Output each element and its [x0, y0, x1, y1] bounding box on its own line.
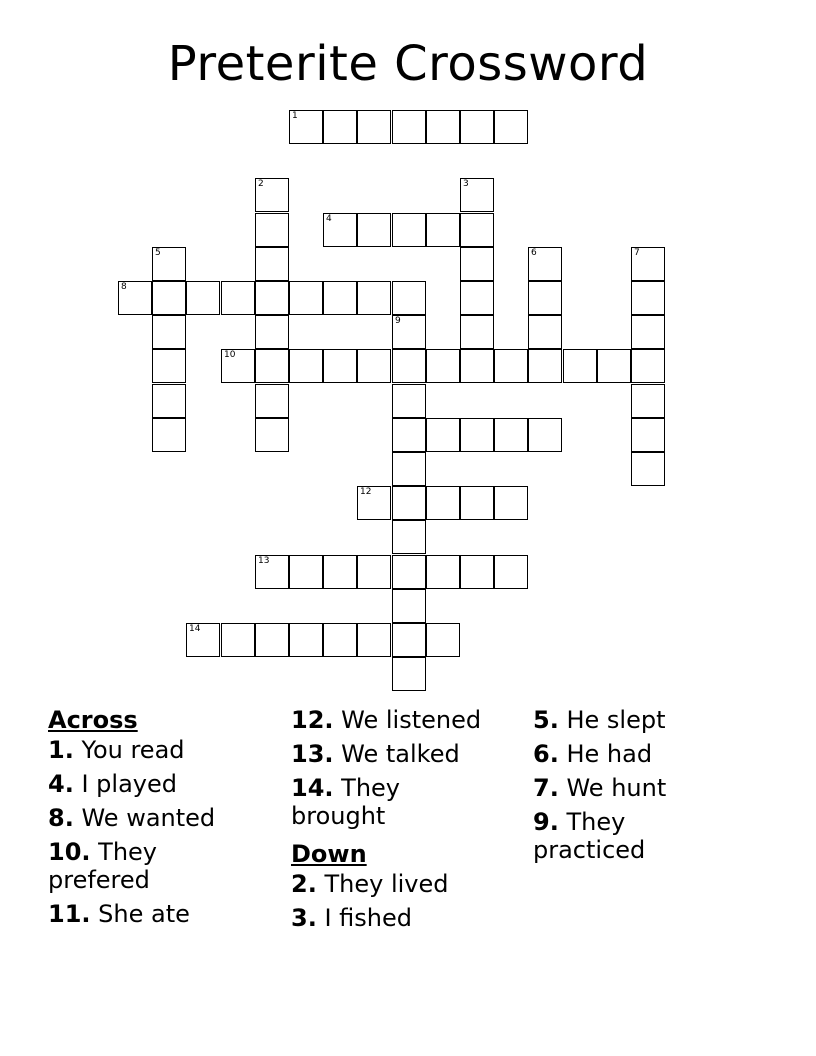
grid-cell[interactable]	[289, 110, 323, 144]
grid-cell[interactable]	[323, 623, 357, 657]
grid-cell[interactable]	[494, 110, 528, 144]
grid-cell[interactable]	[494, 349, 528, 383]
clue-down-9	[533, 808, 673, 864]
grid-cell[interactable]	[221, 349, 255, 383]
grid-cell[interactable]	[392, 589, 426, 623]
across-heading: Across	[48, 706, 138, 734]
cell-number: 7	[634, 248, 640, 258]
grid-cell[interactable]	[460, 349, 494, 383]
clue-number: 6.	[533, 740, 559, 768]
grid-cell[interactable]	[255, 315, 289, 349]
grid-cell[interactable]	[357, 110, 391, 144]
clue-text: They lived	[324, 870, 449, 898]
grid-cell[interactable]	[631, 247, 665, 281]
grid-cell[interactable]	[494, 555, 528, 589]
grid-cell[interactable]	[494, 486, 528, 520]
cell-number: 2	[258, 179, 264, 189]
grid-cell[interactable]	[597, 349, 631, 383]
clue-number: 14.	[291, 774, 334, 802]
grid-cell[interactable]	[152, 418, 186, 452]
clue-number: 5.	[533, 706, 559, 734]
clue-number: 10.	[48, 838, 91, 866]
grid-cell[interactable]	[426, 110, 460, 144]
grid-cell[interactable]	[152, 384, 186, 418]
clue-text: They practiced	[533, 808, 646, 864]
grid-cell[interactable]	[426, 555, 460, 589]
grid-cell[interactable]	[392, 452, 426, 486]
clue-text: We hunt	[566, 774, 667, 802]
clue-text: I played	[81, 770, 177, 798]
grid-cell[interactable]	[460, 281, 494, 315]
grid-cell[interactable]	[460, 486, 494, 520]
clue-column-3	[533, 702, 733, 870]
grid-cell[interactable]	[323, 213, 357, 247]
grid-cell[interactable]	[255, 418, 289, 452]
clue-number: 11.	[48, 900, 91, 928]
grid-cell[interactable]	[323, 555, 357, 589]
grid-cell[interactable]	[221, 281, 255, 315]
grid-cell[interactable]	[357, 281, 391, 315]
grid-cell[interactable]	[528, 247, 562, 281]
clue-across-14	[291, 774, 431, 830]
grid-cell[interactable]	[563, 349, 597, 383]
grid-cell[interactable]	[357, 623, 391, 657]
grid-cell[interactable]	[221, 623, 255, 657]
grid-cell[interactable]	[255, 555, 289, 589]
grid-cell[interactable]	[152, 315, 186, 349]
clue-down-6	[533, 740, 733, 768]
clue-text: She ate	[98, 900, 190, 928]
clue-number: 4.	[48, 770, 74, 798]
grid-cell[interactable]	[255, 247, 289, 281]
clue-across-11	[48, 900, 248, 928]
clue-across-12	[291, 702, 491, 734]
clue-number: 3.	[291, 904, 317, 932]
grid-cell[interactable]	[392, 555, 426, 589]
cell-number: 8	[121, 282, 127, 292]
grid-cell[interactable]	[426, 623, 460, 657]
grid-cell[interactable]	[426, 213, 460, 247]
grid-cell[interactable]	[631, 349, 665, 383]
grid-cell[interactable]	[289, 281, 323, 315]
cell-number: 14	[189, 624, 201, 634]
grid-cell[interactable]	[392, 657, 426, 691]
grid-cell[interactable]	[460, 247, 494, 281]
grid-cell[interactable]	[631, 315, 665, 349]
grid-cell[interactable]	[289, 349, 323, 383]
grid-cell[interactable]	[118, 281, 152, 315]
clue-column-2	[291, 702, 491, 938]
grid-cell[interactable]	[528, 315, 562, 349]
grid-cell[interactable]	[460, 555, 494, 589]
grid-cell[interactable]	[528, 281, 562, 315]
clue-across-13	[291, 740, 491, 768]
clue-down-5	[533, 702, 733, 734]
clue-number: 7.	[533, 774, 559, 802]
grid-cell[interactable]	[528, 418, 562, 452]
grid-cell[interactable]	[494, 418, 528, 452]
grid-cell[interactable]	[392, 349, 426, 383]
clue-number: 2.	[291, 870, 317, 898]
clue-text: We talked	[341, 740, 460, 768]
grid-cell[interactable]	[186, 281, 220, 315]
grid-cell[interactable]	[392, 384, 426, 418]
grid-cell[interactable]	[152, 349, 186, 383]
grid-cell[interactable]	[323, 349, 357, 383]
clue-across-4	[48, 770, 248, 798]
clue-text: He had	[566, 740, 653, 768]
grid-cell[interactable]	[460, 315, 494, 349]
clue-down-2	[291, 870, 491, 898]
grid-cell[interactable]	[392, 110, 426, 144]
clue-across-10	[48, 838, 188, 894]
grid-cell[interactable]	[426, 349, 460, 383]
clue-down-7	[533, 774, 733, 802]
cell-number: 5	[155, 248, 161, 258]
grid-cell[interactable]	[289, 555, 323, 589]
grid-cell[interactable]	[357, 555, 391, 589]
grid-cell[interactable]	[289, 623, 323, 657]
clue-number: 1.	[48, 736, 74, 764]
grid-cell[interactable]	[255, 384, 289, 418]
grid-cell[interactable]	[357, 486, 391, 520]
cell-number: 12	[360, 487, 372, 497]
grid-cell[interactable]	[255, 213, 289, 247]
clue-text: You read	[81, 736, 185, 764]
cell-number: 9	[395, 316, 401, 326]
cell-number: 1	[292, 111, 298, 121]
grid-cell[interactable]	[631, 281, 665, 315]
cell-number: 13	[258, 556, 270, 566]
clue-number: 9.	[533, 808, 559, 836]
clue-text: They brought	[291, 774, 400, 830]
grid-cell[interactable]	[323, 110, 357, 144]
clue-text: I fished	[324, 904, 413, 932]
grid-cell[interactable]	[631, 452, 665, 486]
grid-cell[interactable]	[460, 213, 494, 247]
grid-cell[interactable]	[255, 623, 289, 657]
clue-text: They prefered	[48, 838, 157, 894]
clue-text: We wanted	[81, 804, 216, 832]
grid-cell[interactable]	[426, 418, 460, 452]
grid-cell[interactable]	[357, 349, 391, 383]
grid-cell[interactable]	[255, 178, 289, 212]
cell-number: 3	[463, 179, 469, 189]
grid-cell[interactable]	[323, 281, 357, 315]
clue-across-8	[48, 804, 248, 832]
clue-number: 13.	[291, 740, 334, 768]
clue-text: He slept	[566, 706, 666, 734]
grid-cell[interactable]	[392, 315, 426, 349]
grid-cell[interactable]	[152, 247, 186, 281]
grid-cell[interactable]	[392, 486, 426, 520]
clue-across-1	[48, 736, 248, 764]
cell-number: 10	[224, 350, 236, 360]
clue-number: 12.	[291, 706, 334, 734]
clue-down-3	[291, 904, 491, 932]
grid-cell[interactable]	[631, 384, 665, 418]
grid-cell[interactable]	[426, 486, 460, 520]
clue-column-1	[48, 702, 248, 934]
grid-cell[interactable]	[392, 281, 426, 315]
cell-number: 6	[531, 248, 537, 258]
grid-cell[interactable]	[392, 520, 426, 554]
clue-number: 8.	[48, 804, 74, 832]
grid-cell[interactable]	[152, 281, 186, 315]
grid-cell[interactable]	[392, 418, 426, 452]
clue-text: We listened	[341, 706, 482, 734]
grid-cell[interactable]	[528, 349, 562, 383]
cell-number: 4	[326, 214, 332, 224]
grid-cell[interactable]	[392, 213, 426, 247]
grid-cell[interactable]	[255, 349, 289, 383]
grid-cell[interactable]	[631, 418, 665, 452]
grid-cell[interactable]	[186, 623, 220, 657]
grid-cell[interactable]	[392, 623, 426, 657]
grid-cell[interactable]	[460, 418, 494, 452]
grid-cell[interactable]	[255, 281, 289, 315]
down-heading: Down	[291, 840, 367, 868]
grid-cell[interactable]	[460, 178, 494, 212]
grid-cell[interactable]	[460, 110, 494, 144]
grid-cell[interactable]	[357, 213, 391, 247]
page-title: Preterite Crossword	[167, 36, 649, 92]
